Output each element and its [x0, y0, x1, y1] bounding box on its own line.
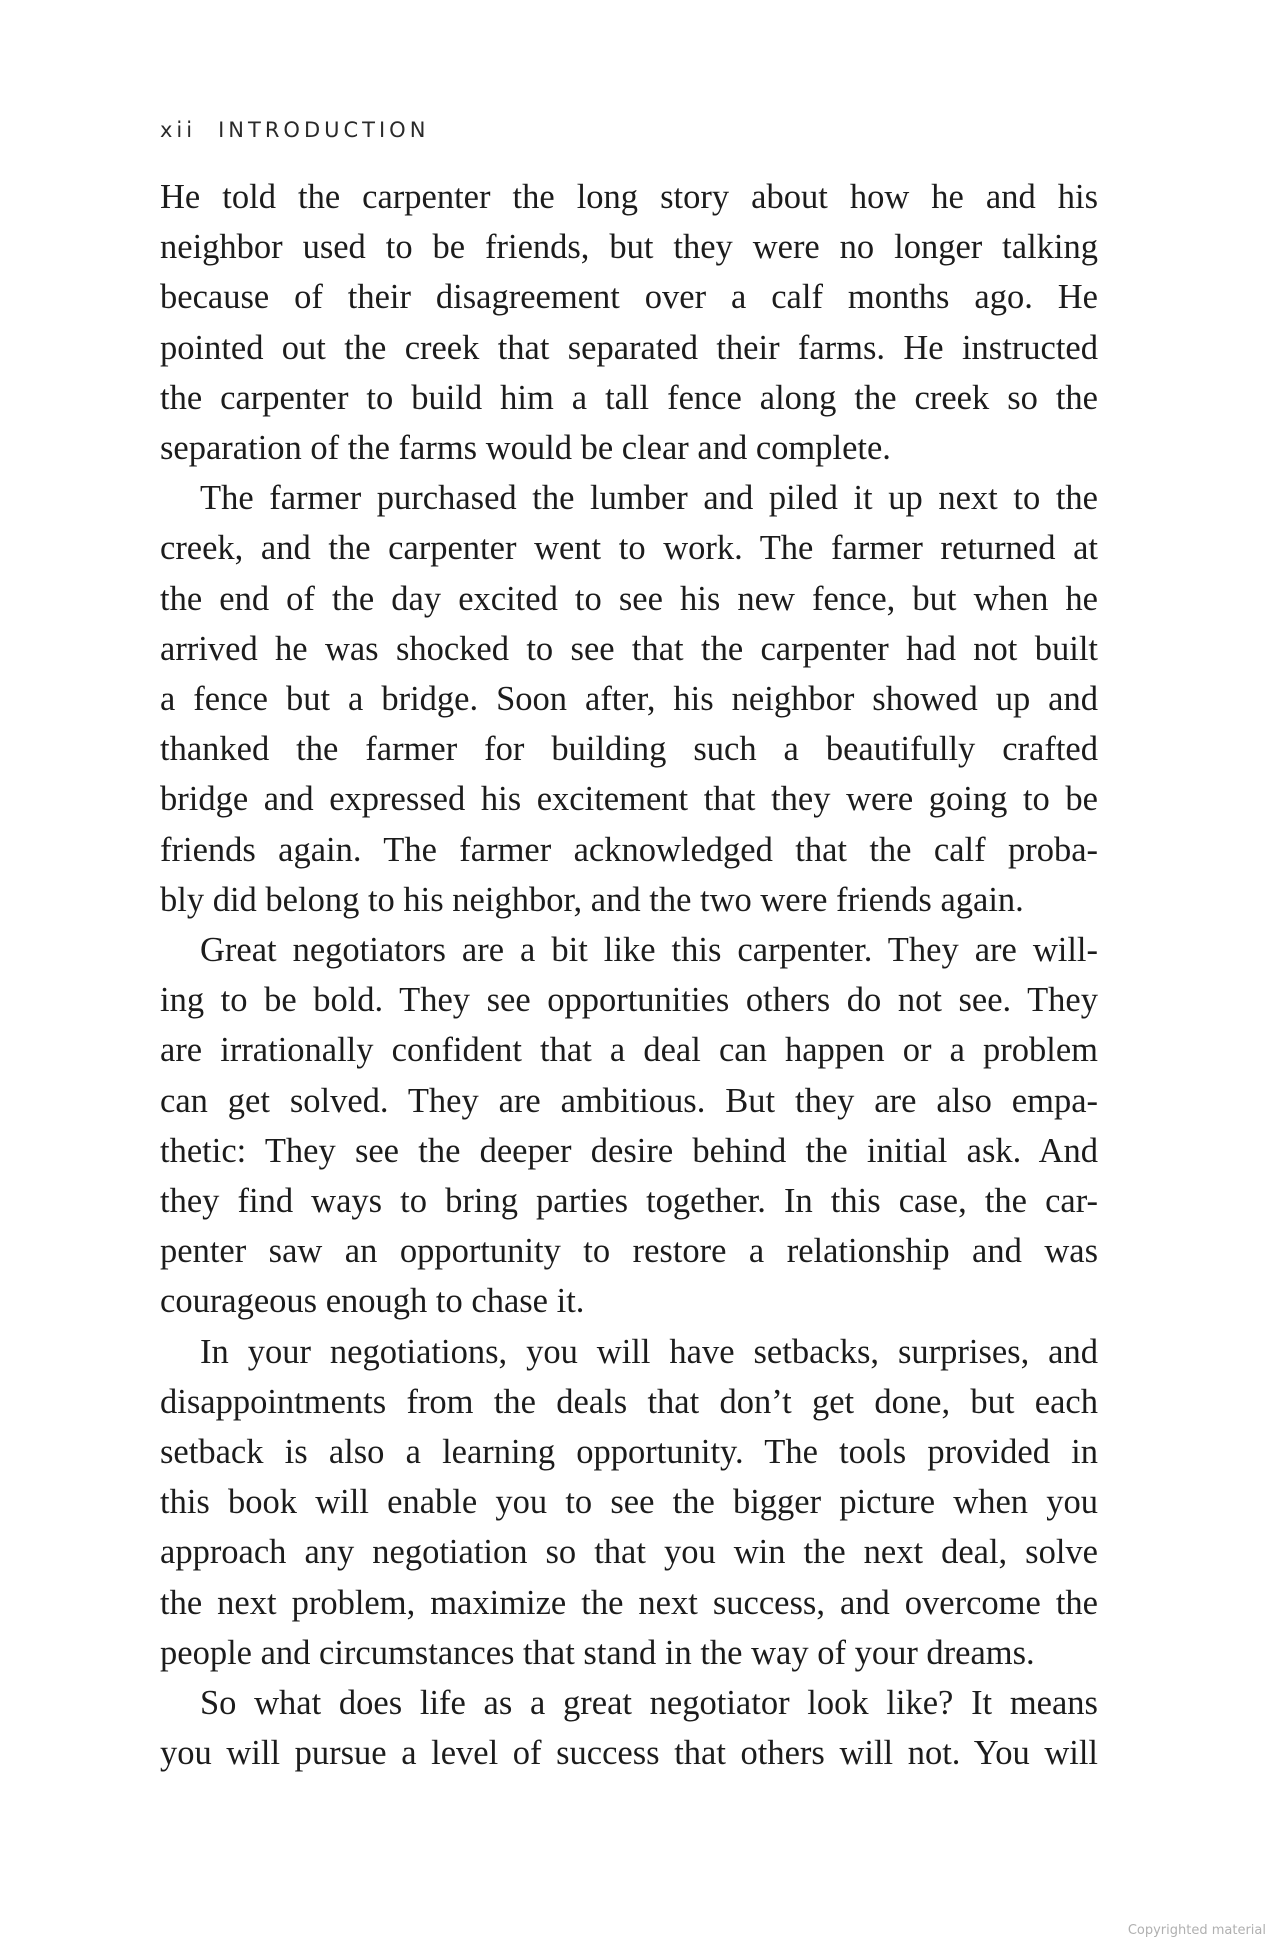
text-line: disappointments from the deals that don’t get done, but each [160, 1382, 1098, 1421]
text-line: are irrationally confident that a deal can happen or a problem [160, 1031, 1098, 1070]
copyright-watermark: Copyrighted material [1127, 1923, 1266, 1938]
text-line: bridge and expressed his excitement that they were going to be [160, 780, 1098, 819]
text-line: the next problem, maximize the next success, and overcome the [160, 1583, 1098, 1622]
text-line: thanked the farmer for building such a beautifully crafted [160, 730, 1098, 769]
text-line: The farmer purchased the lumber and piled it up next to the [200, 479, 1098, 518]
text-line: ing to be bold. They see opportunities others do not see. They [160, 981, 1098, 1020]
text-line: they find ways to bring parties together. In this case, the car- [160, 1182, 1098, 1221]
text-line: setback is also a learning opportunity. The tools provided in [160, 1433, 1098, 1472]
text-line: courageous enough to chase it. [160, 1282, 585, 1321]
text-line: people and circumstances that stand in the way of your dreams. [160, 1633, 1035, 1672]
text-line: Great negotiators are a bit like this carpenter. They are will- [200, 931, 1098, 970]
text-line: separation of the farms would be clear and complete. [160, 429, 891, 468]
running-head [160, 118, 429, 142]
text-line: can get solved. They are ambitious. But they are also empa- [160, 1081, 1098, 1120]
body-text [160, 172, 1098, 1779]
text-line: penter saw an opportunity to restore a relationship and was [160, 1232, 1098, 1271]
text-line: friends again. The farmer acknowledged that the calf proba- [160, 830, 1098, 869]
text-line: So what does life as a great negotiator look like? It means [200, 1684, 1098, 1723]
text-line: pointed out the creek that separated their farms. He instructed [160, 328, 1098, 367]
text-line: you will pursue a level of success that others will not. You will [160, 1734, 1098, 1773]
text-line: approach any negotiation so that you win the next deal, solve [160, 1533, 1098, 1572]
text-line: neighbor used to be friends, but they were no longer talking [160, 228, 1098, 267]
text-line: In your negotiations, you will have setbacks, surprises, and [200, 1332, 1098, 1371]
page-number: xii [160, 118, 197, 142]
text-line: He told the carpenter the long story about how he and his [160, 178, 1098, 216]
text-line: creek, and the carpenter went to work. The farmer returned at [160, 529, 1098, 568]
text-line: arrived he was shocked to see that the carpenter had not built [160, 629, 1098, 668]
text-line: thetic: They see the deeper desire behind the initial ask. And [160, 1131, 1098, 1170]
text-line: the carpenter to build him a tall fence along the creek so the [160, 378, 1098, 417]
text-line: the end of the day excited to see his new fence, but when he [160, 579, 1098, 618]
text-line: this book will enable you to see the bigger picture when you [160, 1483, 1098, 1522]
text-line: bly did belong to his neighbor, and the two were friends again. [160, 880, 1024, 919]
text-line: a fence but a bridge. Soon after, his neighbor showed up and [160, 680, 1098, 719]
text-line: because of their disagreement over a calf months ago. He [160, 278, 1098, 317]
section-title: INTRODUCTION [218, 118, 430, 142]
